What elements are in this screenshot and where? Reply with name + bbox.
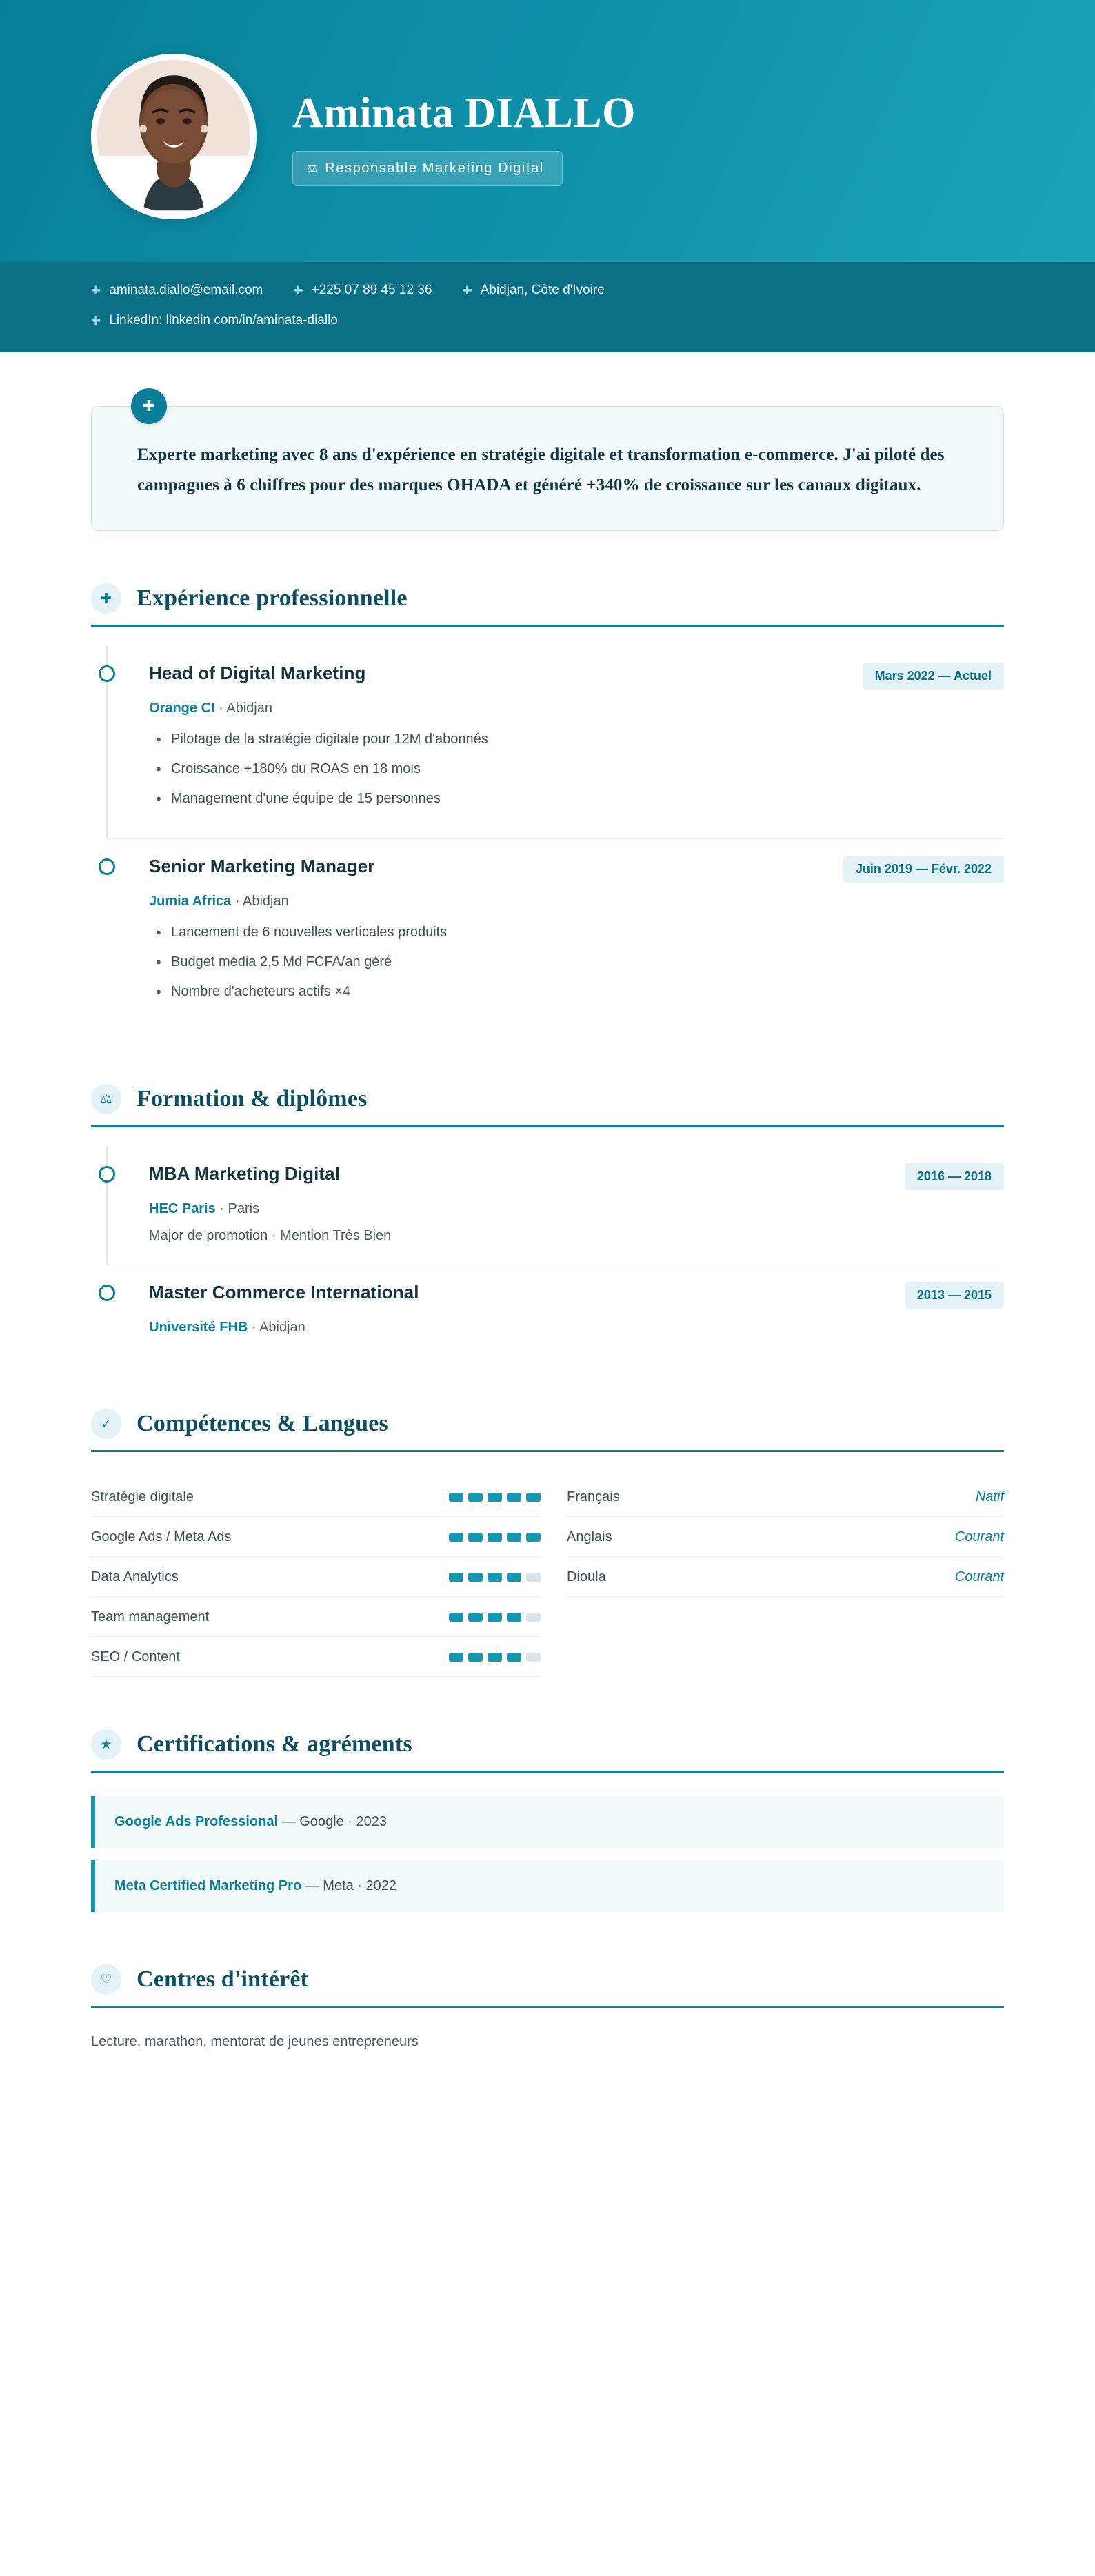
- contact-linkedin[interactable]: [91, 310, 338, 331]
- list-item: • Lancement de 6 nouvelles verticales produits: [149, 922, 1004, 943]
- briefcase-icon: ⚖: [307, 162, 318, 176]
- skill-label: Stratégie digitale: [91, 1489, 194, 1505]
- skill-level-meter: [449, 1613, 541, 1622]
- briefcase-icon: ✚: [91, 583, 121, 614]
- contact-location-text: Abidjan, Côte d'Ivoire: [480, 283, 605, 297]
- certification-meta: — Meta · 2022: [301, 1878, 397, 1894]
- star-icon: ★: [91, 1729, 121, 1760]
- section-certifications: [91, 1729, 1004, 1912]
- timeline-dot-icon: [99, 858, 115, 875]
- list-item: • Croissance +180% du ROAS en 18 mois: [149, 758, 1004, 780]
- contact-email[interactable]: [91, 280, 263, 301]
- certification-meta: — Google · 2023: [278, 1814, 387, 1830]
- experience-entry-org: Orange CI: [149, 701, 215, 716]
- section-title-certifications: Certifications & agréments: [137, 1731, 412, 1758]
- location-icon: ✚: [462, 283, 472, 297]
- skill-level-meter: [449, 1533, 541, 1542]
- experience-entry-date: Juin 2019 — Févr. 2022: [843, 856, 1004, 883]
- contact-phone[interactable]: [293, 280, 432, 301]
- skill-row: [91, 1477, 541, 1517]
- skill-row: [91, 1637, 541, 1677]
- page-title: Aminata DIALLO: [292, 89, 636, 137]
- skill-label: SEO / Content: [91, 1649, 180, 1665]
- education-entry-org: HEC Paris: [149, 1201, 216, 1217]
- language-row: [567, 1517, 1004, 1557]
- section-education: [91, 1084, 1004, 1356]
- section-interests: [91, 1964, 1004, 2077]
- role-badge: [292, 151, 563, 186]
- language-label: Français: [567, 1489, 620, 1505]
- language-level: Courant: [954, 1569, 1004, 1585]
- header-banner: [0, 0, 1095, 262]
- timeline-dot-icon: [99, 1285, 115, 1301]
- timeline-dot-icon: [99, 665, 115, 682]
- check-icon: ✓: [91, 1409, 121, 1439]
- interests-text: Lecture, marathon, mentorat de jeunes entrepreneurs: [91, 2034, 419, 2050]
- summary-block: [91, 396, 1004, 532]
- language-row: [567, 1557, 1004, 1597]
- contact-email-text: aminata.diallo@email.com: [109, 283, 263, 297]
- education-entry-place: Abidjan: [259, 1320, 305, 1336]
- experience-entry-date: Mars 2022 — Actuel: [863, 663, 1004, 690]
- contact-row-primary: [91, 280, 1095, 301]
- languages-column: [548, 1477, 1004, 1677]
- language-row: [567, 1477, 1004, 1517]
- skill-level-meter: [449, 1493, 541, 1502]
- education-entry: [106, 1265, 1004, 1356]
- certification-name: Google Ads Professional: [114, 1814, 279, 1830]
- section-header-experience: [91, 583, 1004, 627]
- quote-icon: ✚: [131, 388, 167, 424]
- education-entry-note: Major de promotion · Mention Très Bien: [149, 1228, 392, 1244]
- mail-icon: ✚: [91, 283, 101, 297]
- experience-entry-title: Head of Digital Marketing: [149, 663, 366, 684]
- timeline-dot-icon: [99, 1166, 115, 1183]
- certification-name: Meta Certified Marketing Pro: [114, 1878, 302, 1894]
- skill-row: [91, 1597, 541, 1637]
- education-entry-org-line: [149, 1320, 1004, 1336]
- section-skills: [91, 1409, 1004, 1677]
- contact-location: [462, 280, 604, 301]
- section-header-certifications: [91, 1729, 1004, 1773]
- language-label: Dioula: [567, 1569, 606, 1585]
- education-entry-separator: ·: [219, 1201, 228, 1217]
- language-label: Anglais: [567, 1529, 612, 1545]
- certification-item: [91, 1796, 1004, 1848]
- list-item: • Pilotage de la stratégie digitale pour 12M d'abonnés: [149, 729, 1004, 750]
- experience-entry-place: Abidjan: [243, 894, 289, 909]
- education-entry-date: 2016 — 2018: [905, 1163, 1004, 1190]
- role-label: Responsable Marketing Digital: [325, 161, 544, 177]
- phone-icon: ✚: [293, 283, 303, 297]
- section-experience: [91, 583, 1004, 1032]
- section-title-skills: Compétences & Langues: [137, 1411, 388, 1437]
- link-icon: ✚: [91, 314, 101, 328]
- language-level: Natif: [975, 1489, 1004, 1505]
- certifications-list: [91, 1796, 1004, 1912]
- experience-entry-org-line: [149, 894, 1004, 909]
- experience-entry-separator: ·: [234, 894, 243, 909]
- education-entry-separator: ·: [251, 1320, 260, 1336]
- section-title-experience: Expérience professionnelle: [137, 585, 408, 612]
- certification-item: [91, 1860, 1004, 1912]
- education-entry-title: MBA Marketing Digital: [149, 1163, 341, 1185]
- experience-entry-separator: ·: [219, 701, 227, 716]
- summary-card: [91, 406, 1004, 532]
- experience-entry-place: Abidjan: [226, 701, 272, 716]
- section-header-interests: [91, 1964, 1004, 2008]
- skills-column: [91, 1477, 548, 1677]
- experience-entry-bullets: [149, 729, 1004, 809]
- contact-linkedin-text: LinkedIn: linkedin.com/in/aminata-diallo: [109, 313, 338, 328]
- education-entry-title: Master Commerce International: [149, 1282, 419, 1303]
- section-title-interests: Centres d'intérêt: [137, 1966, 309, 1993]
- experience-entry: [106, 839, 1004, 1032]
- experience-entry-bullets: [149, 922, 1004, 1003]
- section-header-education: [91, 1084, 1004, 1127]
- language-level: Courant: [954, 1529, 1004, 1545]
- skill-label: Team management: [91, 1609, 210, 1625]
- contact-phone-text: +225 07 89 45 12 36: [311, 283, 432, 297]
- skill-level-meter: [449, 1573, 541, 1582]
- contact-row-secondary: [91, 310, 1095, 331]
- education-timeline: [91, 1147, 1004, 1356]
- education-entry-org: Université FHB: [149, 1320, 248, 1336]
- heart-icon: ♡: [91, 1964, 121, 1995]
- education-entry-place: Paris: [228, 1201, 260, 1217]
- education-entry-date: 2013 — 2015: [905, 1282, 1004, 1309]
- list-item: • Budget média 2,5 Md FCFA/an géré: [149, 952, 1004, 973]
- section-title-education: Formation & diplômes: [137, 1086, 368, 1112]
- skill-row: [91, 1557, 541, 1597]
- summary-text: Experte marketing avec 8 ans d'expérience en stratégie digitale et transformation e-commerce. J'ai piloté des campagnes à 6 chiffres pour des marques OHADA et généré +340% de croissance sur les canaux digitaux.: [137, 445, 945, 494]
- education-entry: [106, 1147, 1004, 1265]
- skill-level-meter: [449, 1653, 541, 1662]
- experience-entry-org: Jumia Africa: [149, 894, 232, 909]
- skill-label: Google Ads / Meta Ads: [91, 1529, 232, 1545]
- list-item: • Nombre d'acheteurs actifs ×4: [149, 981, 1004, 1003]
- contact-bar: [0, 262, 1095, 352]
- graduation-icon: ⚖: [91, 1084, 121, 1114]
- experience-entry-title: Senior Marketing Manager: [149, 856, 375, 877]
- education-entry-org-line: [149, 1201, 1004, 1217]
- experience-entry: [106, 646, 1004, 839]
- skill-label: Data Analytics: [91, 1569, 179, 1585]
- skill-row: [91, 1517, 541, 1557]
- list-item: • Management d'une équipe de 15 personnes: [149, 788, 1004, 809]
- experience-entry-org-line: [149, 701, 1004, 716]
- avatar: [91, 54, 257, 219]
- experience-timeline: [91, 646, 1004, 1032]
- section-header-skills: [91, 1409, 1004, 1452]
